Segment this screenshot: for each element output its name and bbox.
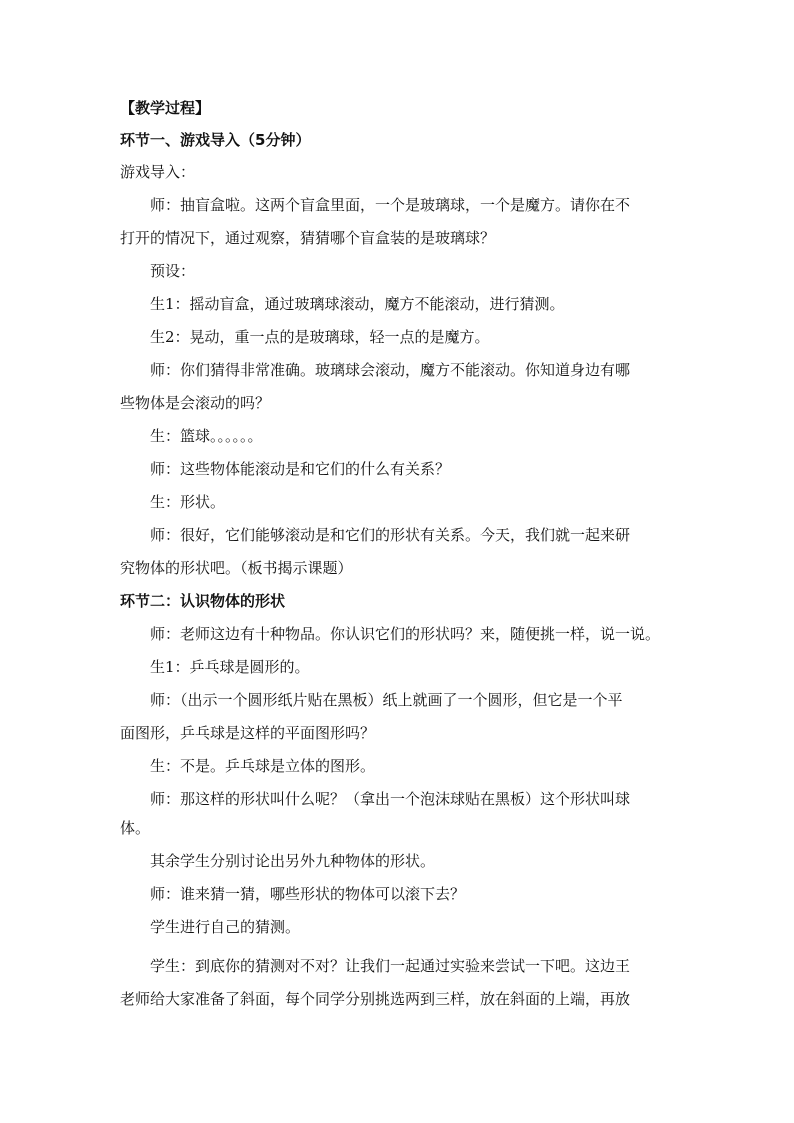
- paragraph-line: 师：很好，它们能够滚动是和它们的形状有关系。今天，我们就一起来研: [150, 526, 631, 544]
- paragraph-line: 学生进行自己的猜测。: [150, 918, 301, 936]
- paragraph-line: 老师给大家准备了斜面，每个同学分别挑选两到三样，放在斜面的上端，再放: [120, 990, 631, 1008]
- paragraph-line: 打开的情况下，通过观察，猜猜哪个盲盒装的是玻璃球？: [120, 229, 496, 247]
- paragraph-line: 师：你们猜得非常准确。玻璃球会滚动，魔方不能滚动。你知道身边有哪: [150, 361, 631, 379]
- heading: 【教学过程】: [120, 99, 211, 117]
- paragraph-line: 体。: [120, 819, 151, 837]
- paragraph-line: 游戏导入：: [120, 163, 196, 181]
- paragraph-line: 究物体的形状吧。（板书揭示课题）: [120, 559, 353, 577]
- section2-title: 环节二：认识物体的形状: [120, 592, 286, 610]
- paragraph-line: 生：不是。乒乓球是立体的图形。: [150, 757, 376, 775]
- paragraph-line: 生1：乒乓球是圆形的。: [150, 658, 310, 676]
- paragraph-line: 预设：: [150, 262, 196, 280]
- paragraph-line: 生：篮球。。。。。。: [150, 427, 263, 445]
- paragraph-line: 师：这些物体能滚动是和它们的什么有关系？: [150, 460, 451, 478]
- section1-title: 环节一、游戏导入（5分钟）: [120, 131, 311, 149]
- paragraph-line: 面图形，乒乓球是这样的平面图形吗？: [120, 724, 376, 742]
- paragraph-line: 师：抽盲盒啦。这两个盲盒里面，一个是玻璃球，一个是魔方。请你在不: [150, 196, 631, 214]
- paragraph-line: 生2：晃动，重一点的是玻璃球，轻一点的是魔方。: [150, 328, 490, 346]
- paragraph-line: 师：老师这边有十种物品。你认识它们的形状吗？来，随便挑一样，说一说。: [150, 625, 661, 643]
- paragraph-line: 师：（出示一个圆形纸片贴在黑板）纸上就画了一个圆形，但它是一个平: [150, 691, 623, 709]
- paragraph-line: 其余学生分别讨论出另外九种物体的形状。: [150, 852, 436, 870]
- paragraph-line: 生：形状。: [150, 493, 226, 511]
- paragraph-line: 学生：到底你的猜测对不对？让我们一起通过实验来尝试一下吧。这边王: [150, 957, 631, 975]
- paragraph-line: 师：那这样的形状叫什么呢？（拿出一个泡沫球贴在黑板）这个形状叫球: [150, 790, 631, 808]
- paragraph-line: 些物体是会滚动的吗？: [120, 394, 271, 412]
- paragraph-line: 师：谁来猜一猜，哪些形状的物体可以滚下去？: [150, 885, 466, 903]
- paragraph-line: 生1：摇动盲盒，通过玻璃球滚动，魔方不能滚动，进行猜测。: [150, 295, 565, 313]
